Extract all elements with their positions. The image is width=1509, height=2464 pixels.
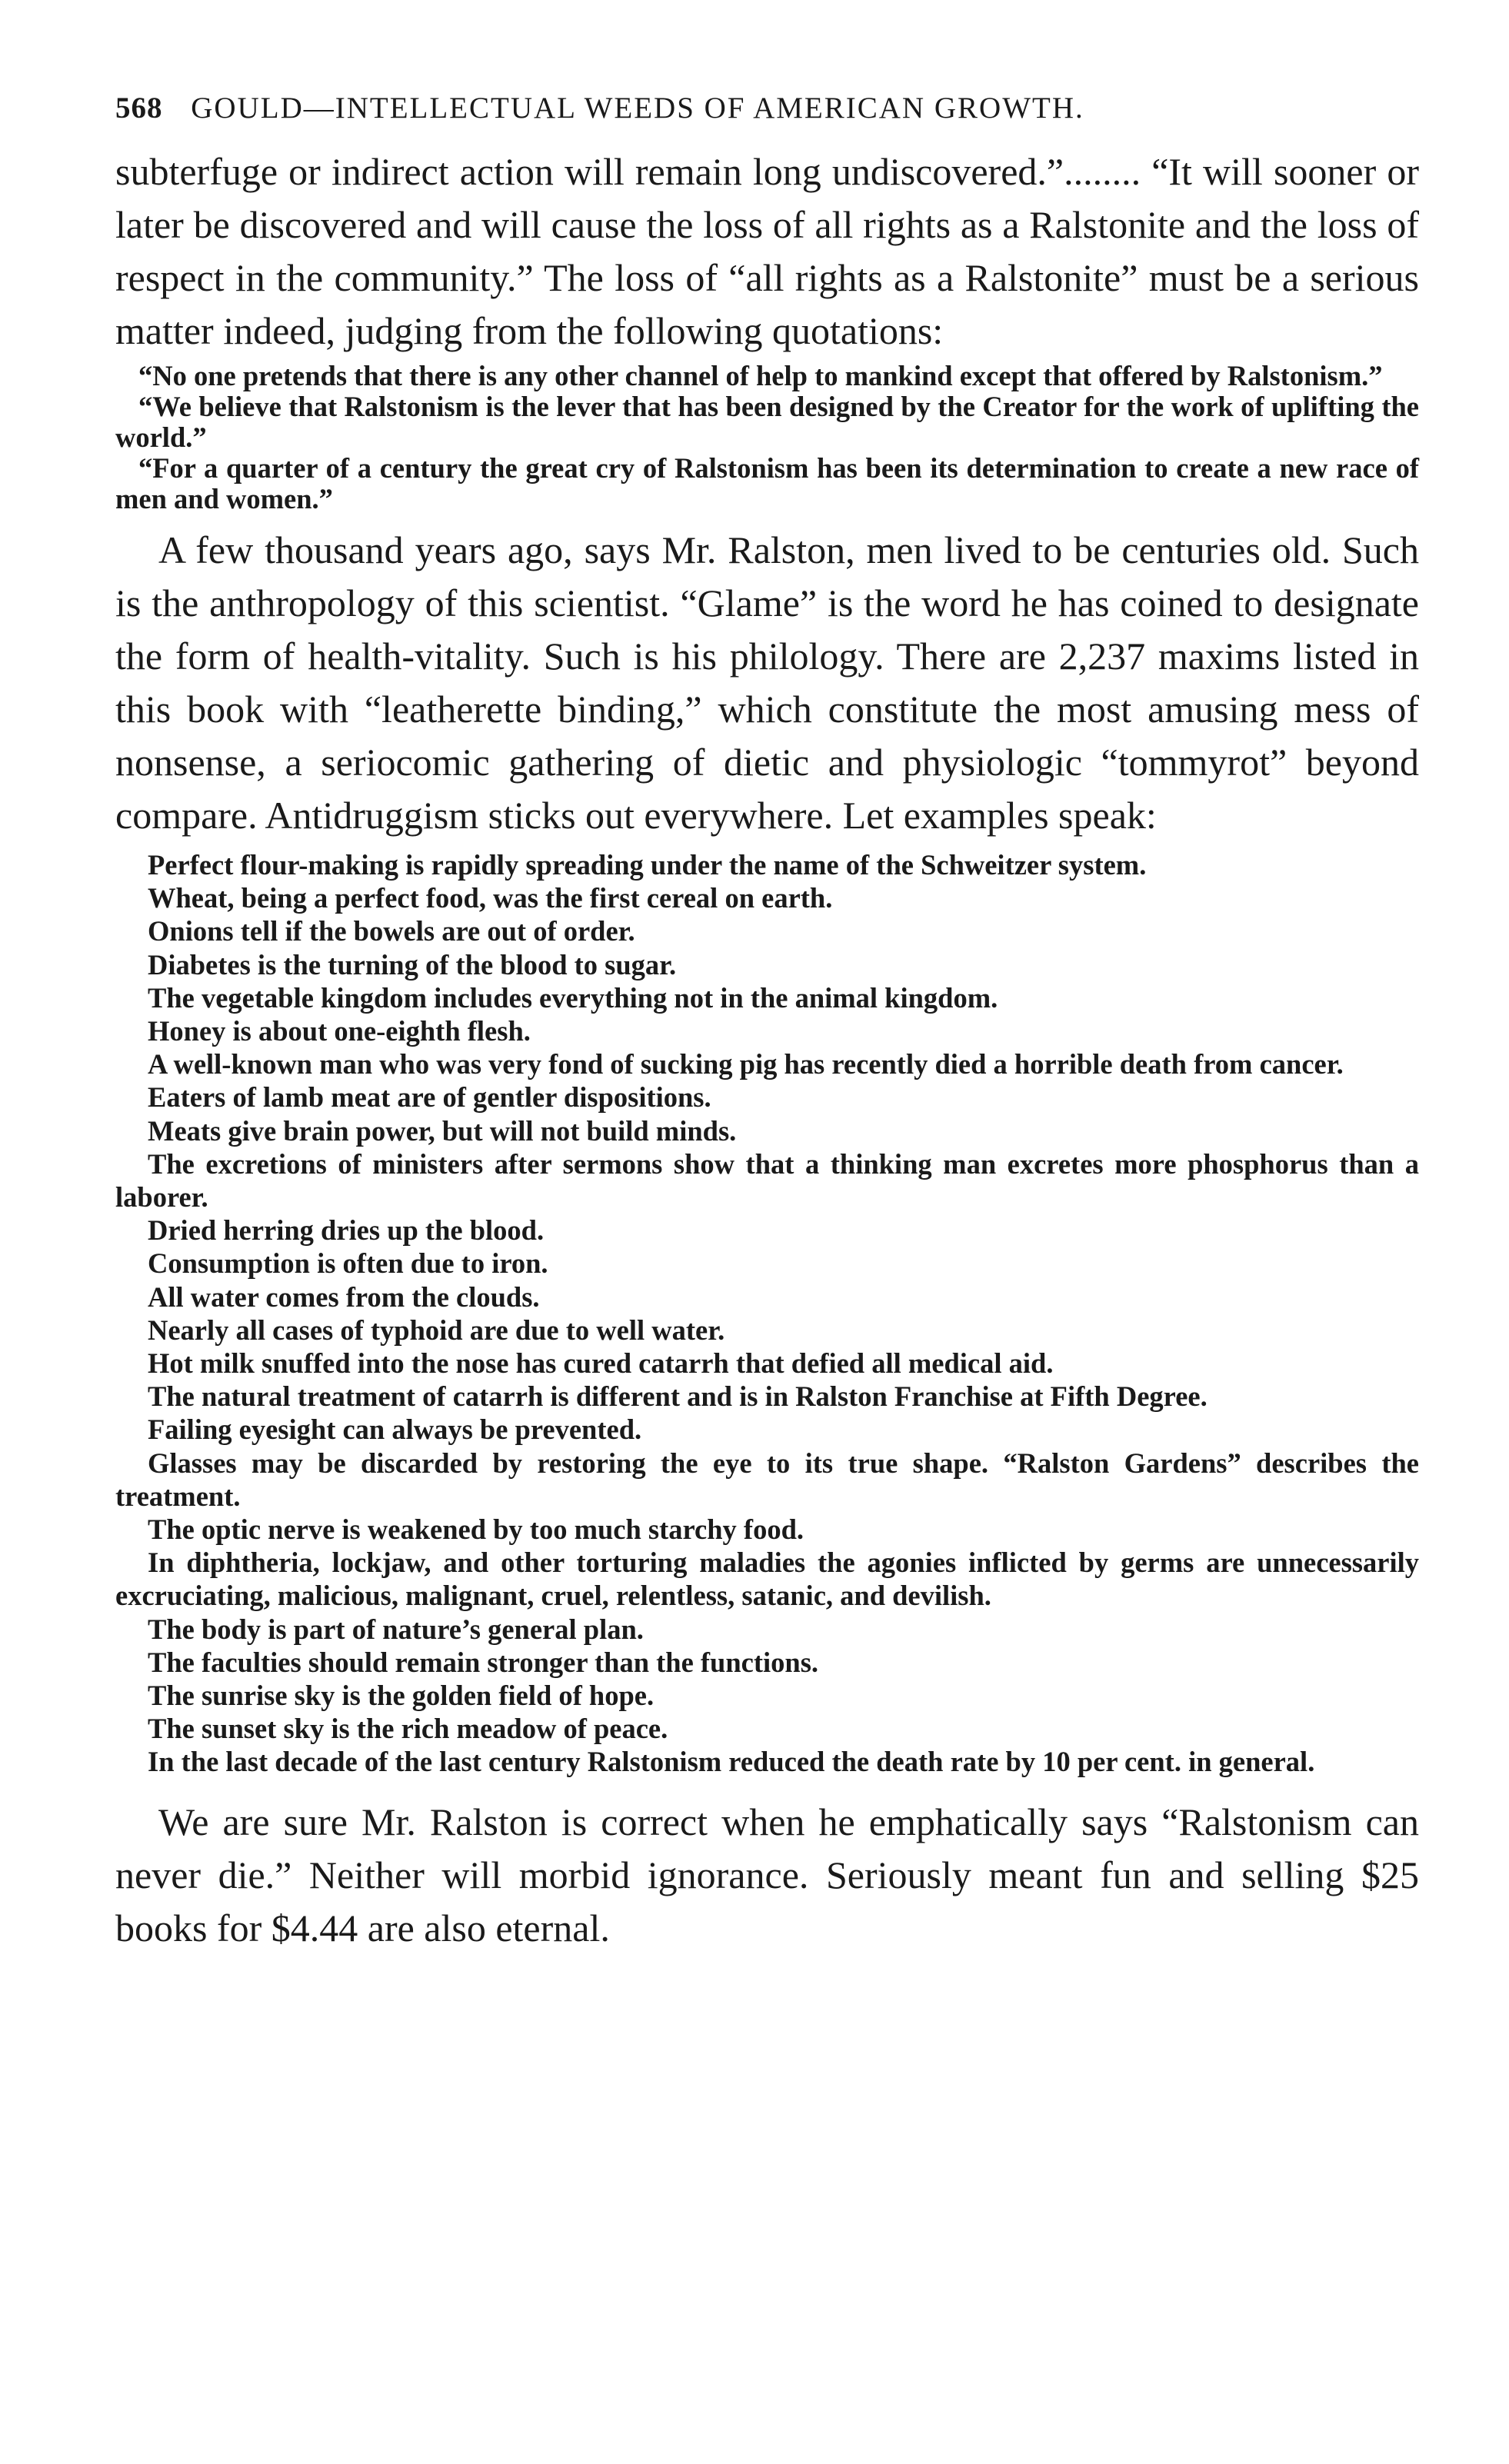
running-title: GOULD—INTELLECTUAL WEEDS OF AMERICAN GROWTH. <box>191 92 1084 125</box>
maxim: The body is part of nature’s general plan. <box>148 1613 644 1645</box>
quotations-block <box>115 361 1419 514</box>
middle-paragraph: A few thousand years ago, says Mr. Ralston, men lived to be centuries old. Such is the anthropology of this scientist. “Glame” is the word he has coined to designate the form of health-vitality. Such is his philology. There are 2,237 maxims listed in this book with “leatherette binding,” which constitute the most amusing mess of nonsense, a seriocomic gathering of dietic and physiologic “tommyrot” beyond compare. Antidruggism sticks out everywhere. Let examples speak: <box>115 528 1419 837</box>
maxim: Honey is about one-eighth flesh. <box>148 1015 531 1047</box>
maxim: The optic nerve is weakened by too much starchy food. <box>148 1513 804 1546</box>
maxim: Wheat, being a perfect food, was the first cereal on earth. <box>148 882 833 914</box>
maxim: The faculties should remain stronger than the functions. <box>148 1646 819 1678</box>
maxim: All water comes from the clouds. <box>148 1280 540 1313</box>
intro-paragraph: subterfuge or indirect action will remain long undiscovered.”........ “It will sooner or later be discovered and will cause the loss of all rights as a Ralstonite and the loss of respect in the community.” The loss of “all rights as a Ralstonite” must be a serious matter indeed, judging from the following quotations: <box>115 150 1419 352</box>
maxim: Hot milk snuffed into the nose has cured catarrh that defied all medical aid. <box>148 1347 1054 1380</box>
maxim: In the last decade of the last century Ralstonism reduced the death rate by 10 per cent. in general. <box>148 1746 1315 1778</box>
maxim: Nearly all cases of typhoid are due to well water. <box>148 1314 725 1346</box>
maxim: The excretions of ministers after sermons show that a thinking man excretes more phosphorus than a laborer. <box>115 1147 1419 1214</box>
maxim: A well-known man who was very fond of sucking pig has recently died a horrible death from cancer. <box>148 1048 1344 1080</box>
maxims-list <box>115 848 1419 1779</box>
maxim: Glasses may be discarded by restoring the eye to its true shape. “Ralston Gardens” describes the treatment. <box>115 1447 1419 1512</box>
maxim: Meats give brain power, but will not build minds. <box>148 1114 737 1147</box>
quotation: “For a quarter of a century the great cry of Ralstonism has been its determination to create a new race of men and women.” <box>115 452 1419 514</box>
page-number: 568 <box>115 92 163 125</box>
maxim: Dried herring dries up the blood. <box>148 1214 545 1247</box>
maxim: The sunrise sky is the golden field of hope. <box>148 1680 655 1712</box>
maxim: Perfect flour-making is rapidly spreading under the name of the Schweitzer system. <box>148 849 1147 881</box>
maxim: Consumption is often due to iron. <box>148 1247 548 1280</box>
maxim: Failing eyesight can always be prevented. <box>148 1413 642 1446</box>
quotation: “We believe that Ralstonism is the lever that has been designed by the Creator for the work of uplifting the world.” <box>115 391 1419 453</box>
maxim: The sunset sky is the rich meadow of peace. <box>148 1713 668 1745</box>
maxim: Diabetes is the turning of the blood to sugar. <box>148 948 677 981</box>
maxim: Eaters of lamb meat are of gentler dispositions. <box>148 1081 711 1114</box>
maxim: Onions tell if the bowels are out of order. <box>148 915 635 947</box>
book-page <box>115 91 1419 1955</box>
closing-paragraph: We are sure Mr. Ralston is correct when he emphatically says “Ralstonism can never die.” Neither will morbid ignorance. Seriously meant fun and selling $25 books for $4.44 are also eternal. <box>115 1800 1419 1950</box>
quotation: “No one pretends that there is any other channel of help to mankind except that offered by Ralstonism.” <box>138 360 1383 391</box>
maxim: The natural treatment of catarrh is different and is in Ralston Franchise at Fifth Degree. <box>148 1380 1208 1413</box>
running-head <box>115 91 1419 125</box>
maxim: In diphtheria, lockjaw, and other torturing maladies the agonies inflicted by germs are unnecessarily excruciating, malicious, malignant, cruel, relentless, satanic, and devilish. <box>115 1547 1419 1612</box>
maxim: The vegetable kingdom includes everything not in the animal kingdom. <box>148 981 998 1014</box>
